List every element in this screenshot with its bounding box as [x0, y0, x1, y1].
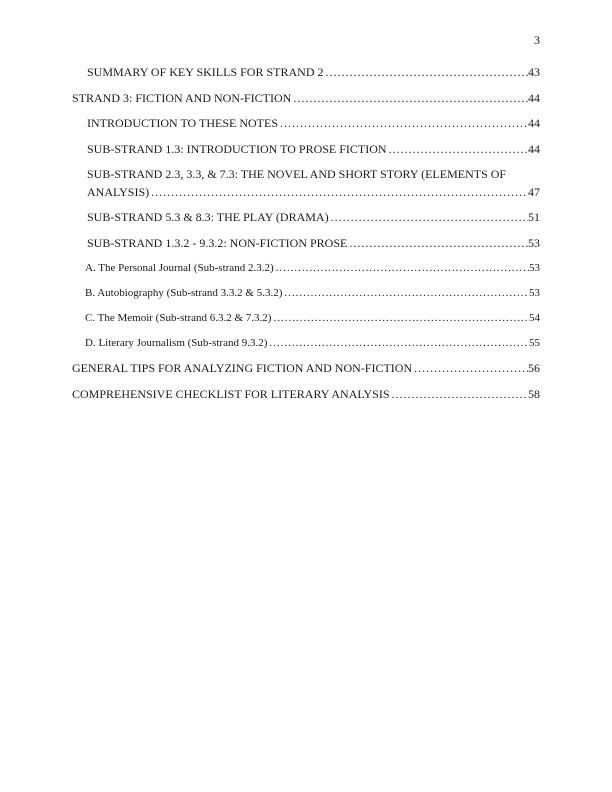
toc-entry-title: SUB-STRAND 2.3, 3.3, & 7.3: THE NOVEL AND SHORT STORY (ELEMENTS OF	[87, 167, 507, 181]
page-header	[72, 33, 540, 47]
toc-entry	[85, 310, 540, 326]
toc-page-number: 55	[529, 337, 540, 349]
toc-entry-title: SUB-STRAND 1.3: INTRODUCTION TO PROSE FICTION	[87, 141, 387, 156]
toc-entry	[85, 335, 540, 351]
toc-entry	[87, 115, 540, 133]
toc-entry-title: B. Autobiography (Sub-strand 3.3.2 & 5.3.2)	[85, 287, 283, 299]
toc-entry	[87, 64, 540, 82]
toc-line	[87, 235, 540, 253]
toc-line	[87, 141, 540, 159]
toc-page-number: 53	[529, 262, 540, 274]
toc-entry-title: A. The Personal Journal (Sub-strand 2.3.2)	[85, 262, 274, 274]
toc-entry	[72, 386, 540, 404]
dot-leader	[149, 184, 528, 202]
toc-entry-title: D. Literary Journalism (Sub-strand 9.3.2)	[85, 337, 268, 349]
toc-entry-title: C. The Memoir (Sub-strand 6.3.2 & 7.3.2)	[85, 312, 272, 324]
toc-line	[72, 386, 540, 404]
toc-entry	[85, 285, 540, 301]
dot-leader	[291, 90, 528, 108]
toc-entry	[87, 166, 540, 201]
toc-entry	[87, 209, 540, 227]
toc-page-number: 44	[528, 116, 540, 130]
toc-entry-title: SUB-STRAND 5.3 & 8.3: THE PLAY (DRAMA)	[87, 210, 329, 224]
dot-leader	[387, 141, 528, 159]
toc-entry-title: INTRODUCTION TO THESE NOTES	[87, 116, 278, 130]
toc-page-number: 44	[528, 90, 540, 105]
toc-page-number: 51	[528, 210, 540, 224]
toc-line	[72, 360, 540, 378]
toc-entry	[72, 360, 540, 378]
toc-entry-title: ANALYSIS)	[87, 184, 150, 199]
toc-entry-title: COMPREHENSIVE CHECKLIST FOR LITERARY ANALYSIS	[72, 386, 390, 401]
toc-line	[85, 260, 540, 276]
toc-entry	[72, 90, 540, 108]
toc-entry-title: SUMMARY OF KEY SKILLS FOR STRAND 2	[87, 65, 324, 79]
toc-line	[87, 115, 540, 133]
toc-entry-title: SUB-STRAND 1.3.2 - 9.3.2: NON-FICTION PROSE	[87, 235, 348, 250]
toc-line	[72, 90, 540, 108]
toc-page-number: 43	[528, 65, 540, 79]
toc-entry-title: GENERAL TIPS FOR ANALYZING FICTION AND NON-FICTION	[72, 361, 413, 375]
toc-entry	[87, 235, 540, 253]
toc-line	[87, 166, 540, 184]
table-of-contents	[72, 64, 540, 411]
toc-line	[85, 285, 540, 301]
dot-leader	[412, 360, 528, 378]
dot-leader	[323, 64, 528, 82]
dot-leader	[267, 335, 529, 351]
dot-leader	[347, 235, 528, 253]
toc-page-number: 56	[528, 361, 540, 375]
toc-entry	[85, 260, 540, 276]
toc-line	[85, 310, 540, 326]
toc-page-number: 53	[528, 235, 540, 250]
toc-page-number: 44	[528, 141, 540, 156]
toc-line	[87, 184, 540, 202]
toc-entry	[87, 141, 540, 159]
toc-page-number: 54	[529, 312, 540, 324]
toc-line	[87, 64, 540, 82]
page-number: 3	[534, 33, 540, 47]
dot-leader	[274, 260, 529, 276]
dot-leader	[390, 386, 529, 404]
toc-page-number: 58	[528, 386, 540, 401]
toc-line	[87, 209, 540, 227]
toc-entry-title: STRAND 3: FICTION AND NON-FICTION	[72, 90, 292, 105]
dot-leader	[278, 115, 528, 133]
dot-leader	[282, 285, 529, 301]
dot-leader	[329, 209, 528, 227]
toc-line	[85, 335, 540, 351]
toc-page-number: 53	[529, 287, 540, 299]
toc-page-number: 47	[528, 184, 540, 199]
dot-leader	[271, 310, 529, 326]
